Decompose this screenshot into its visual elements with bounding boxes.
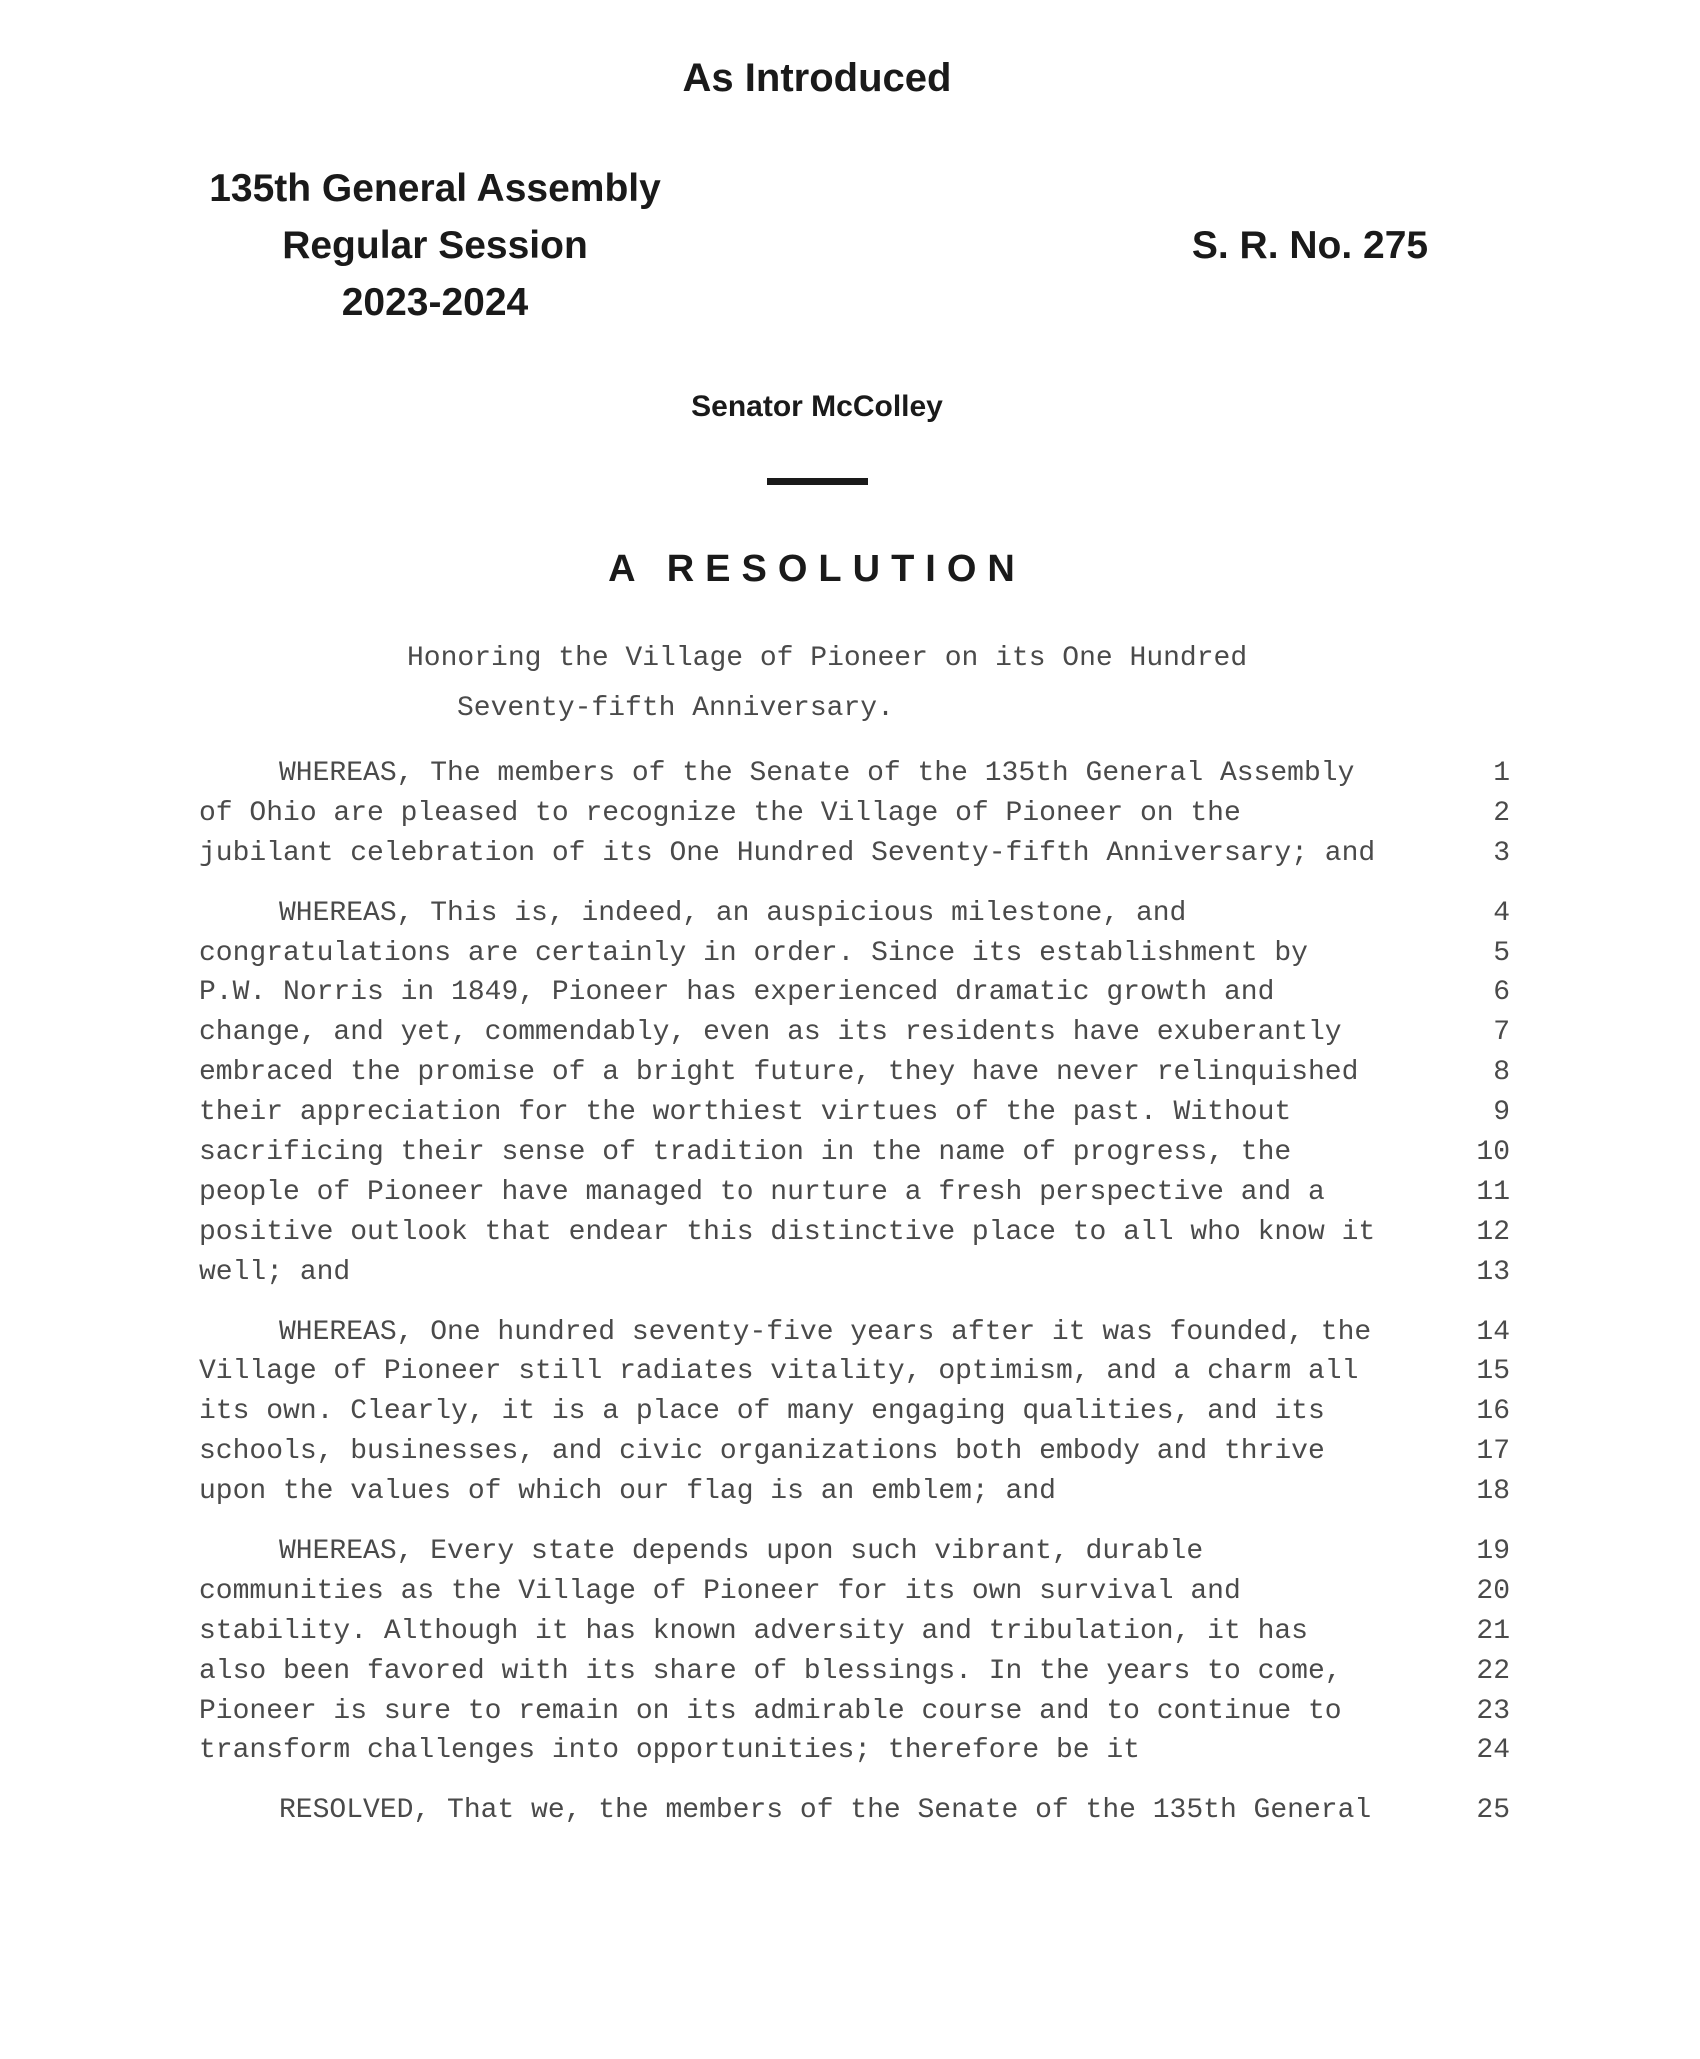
- bill-number: S. R. No. 275: [1191, 224, 1429, 267]
- line-number: 20: [1476, 1575, 1510, 1607]
- title-divider: [767, 478, 868, 485]
- numbered-line: [0, 1173, 1634, 1213]
- line-number: 9: [1493, 1097, 1510, 1129]
- numbered-line: [0, 1532, 1634, 1572]
- assembly-block: [190, 160, 680, 331]
- paragraph: [0, 1532, 1634, 1771]
- numbered-line: [0, 1791, 1634, 1831]
- paragraph: [0, 1313, 1634, 1512]
- numbered-line: [0, 1392, 1634, 1432]
- line-number: 1: [1493, 758, 1510, 789]
- numbered-line: [0, 1612, 1634, 1652]
- line-text: WHEREAS, This is, indeed, an auspicious milestone, and: [279, 897, 1187, 929]
- line-number: 2: [1493, 797, 1510, 829]
- line-text: change, and yet, commendably, even as its residents have exuberantly: [199, 1017, 1342, 1049]
- line-number: 22: [1476, 1655, 1510, 1687]
- line-text: jubilant celebration of its One Hundred Seventy-fifth Anniversary; and: [199, 837, 1376, 869]
- line-number: 6: [1493, 977, 1510, 1009]
- numbered-line: [0, 934, 1634, 974]
- assembly-name: 135th General Assembly: [209, 167, 661, 210]
- line-number: 4: [1493, 897, 1510, 929]
- line-text: RESOLVED, That we, the members of the Senate of the 135th General: [279, 1795, 1372, 1827]
- numbered-line: [0, 1013, 1634, 1053]
- line-text: people of Pioneer have managed to nurture a fresh perspective and a: [199, 1176, 1325, 1208]
- line-text: transform challenges into opportunities; therefore be it: [199, 1735, 1140, 1767]
- numbered-line: [0, 1572, 1634, 1612]
- numbered-line: [0, 1253, 1634, 1293]
- line-text: WHEREAS, One hundred seventy-five years after it was founded, the: [279, 1316, 1372, 1348]
- line-number: 11: [1476, 1176, 1510, 1208]
- line-text: congratulations are certainly in order. Since its establishment by: [199, 937, 1308, 969]
- line-text: positive outlook that endear this distinctive place to all who know it: [199, 1216, 1376, 1248]
- numbered-line: [0, 1432, 1634, 1472]
- line-text: of Ohio are pleased to recognize the Village of Pioneer on the: [199, 797, 1241, 829]
- numbered-line: [0, 1352, 1634, 1392]
- numbered-line: [0, 1093, 1634, 1133]
- paragraph: [0, 894, 1634, 1293]
- line-number: 23: [1476, 1695, 1510, 1727]
- line-text: Pioneer is sure to remain on its admirable course and to continue to: [199, 1695, 1342, 1727]
- session-name: Regular Session: [282, 224, 588, 267]
- line-text: embraced the promise of a bright future, they have never relinquished: [199, 1057, 1359, 1089]
- line-text: P.W. Norris in 1849, Pioneer has experienced dramatic growth and: [199, 977, 1275, 1009]
- line-text: sacrificing their sense of tradition in the name of progress, the: [199, 1137, 1292, 1169]
- numbered-line: [0, 754, 1634, 794]
- line-text: its own. Clearly, it is a place of many engaging qualities, and its: [199, 1396, 1325, 1428]
- line-number: 13: [1476, 1256, 1510, 1288]
- line-number: 19: [1476, 1536, 1510, 1568]
- line-number: 3: [1493, 837, 1510, 869]
- line-number: 24: [1476, 1735, 1510, 1767]
- resolution-subject: [0, 634, 1634, 734]
- line-number: 12: [1476, 1216, 1510, 1248]
- line-text: communities as the Village of Pioneer for its own survival and: [199, 1575, 1241, 1607]
- numbered-line: [0, 894, 1634, 934]
- numbered-line: [0, 973, 1634, 1013]
- line-number: 10: [1476, 1137, 1510, 1169]
- numbered-line: [0, 834, 1634, 874]
- line-number: 8: [1493, 1057, 1510, 1089]
- subject-line-1: Honoring the Village of Pioneer on its One Hundred: [407, 643, 1248, 674]
- line-text: also been favored with its share of blessings. In the years to come,: [199, 1655, 1342, 1687]
- line-text: stability. Although it has known adversity and tribulation, it has: [199, 1615, 1308, 1647]
- numbered-line: [0, 1313, 1634, 1353]
- line-text: Village of Pioneer still radiates vitality, optimism, and a charm all: [199, 1356, 1359, 1388]
- line-text: their appreciation for the worthiest virtues of the past. Without: [199, 1097, 1292, 1129]
- numbered-line: [0, 794, 1634, 834]
- resolution-body: [0, 754, 1634, 1851]
- line-number: 14: [1476, 1316, 1510, 1348]
- line-number: 16: [1476, 1396, 1510, 1428]
- numbered-line: [0, 1692, 1634, 1732]
- line-number: 17: [1476, 1436, 1510, 1468]
- line-text: WHEREAS, Every state depends upon such vibrant, durable: [279, 1536, 1204, 1568]
- line-text: WHEREAS, The members of the Senate of the 135th General Assembly: [279, 758, 1355, 789]
- line-number: 15: [1476, 1356, 1510, 1388]
- resolution-title: A RESOLUTION: [608, 548, 1026, 590]
- session-years: 2023-2024: [341, 281, 529, 324]
- numbered-line: [0, 1213, 1634, 1253]
- document-status: As Introduced: [682, 56, 952, 100]
- line-number: 21: [1476, 1615, 1510, 1647]
- paragraph: [0, 754, 1634, 874]
- line-text: upon the values of which our flag is an emblem; and: [199, 1476, 1056, 1508]
- line-number: 5: [1493, 937, 1510, 969]
- numbered-line: [0, 1472, 1634, 1512]
- line-text: well; and: [199, 1256, 351, 1288]
- subject-line-2: Seventy-fifth Anniversary.: [457, 693, 894, 724]
- numbered-line: [0, 1731, 1634, 1771]
- line-number: 18: [1476, 1476, 1510, 1508]
- line-number: 7: [1493, 1017, 1510, 1049]
- numbered-line: [0, 1652, 1634, 1692]
- sponsor-name: Senator McColley: [691, 390, 943, 423]
- numbered-line: [0, 1133, 1634, 1173]
- line-number: 25: [1476, 1795, 1510, 1827]
- numbered-line: [0, 1053, 1634, 1093]
- line-text: schools, businesses, and civic organizations both embody and thrive: [199, 1436, 1325, 1468]
- paragraph: [0, 1791, 1634, 1831]
